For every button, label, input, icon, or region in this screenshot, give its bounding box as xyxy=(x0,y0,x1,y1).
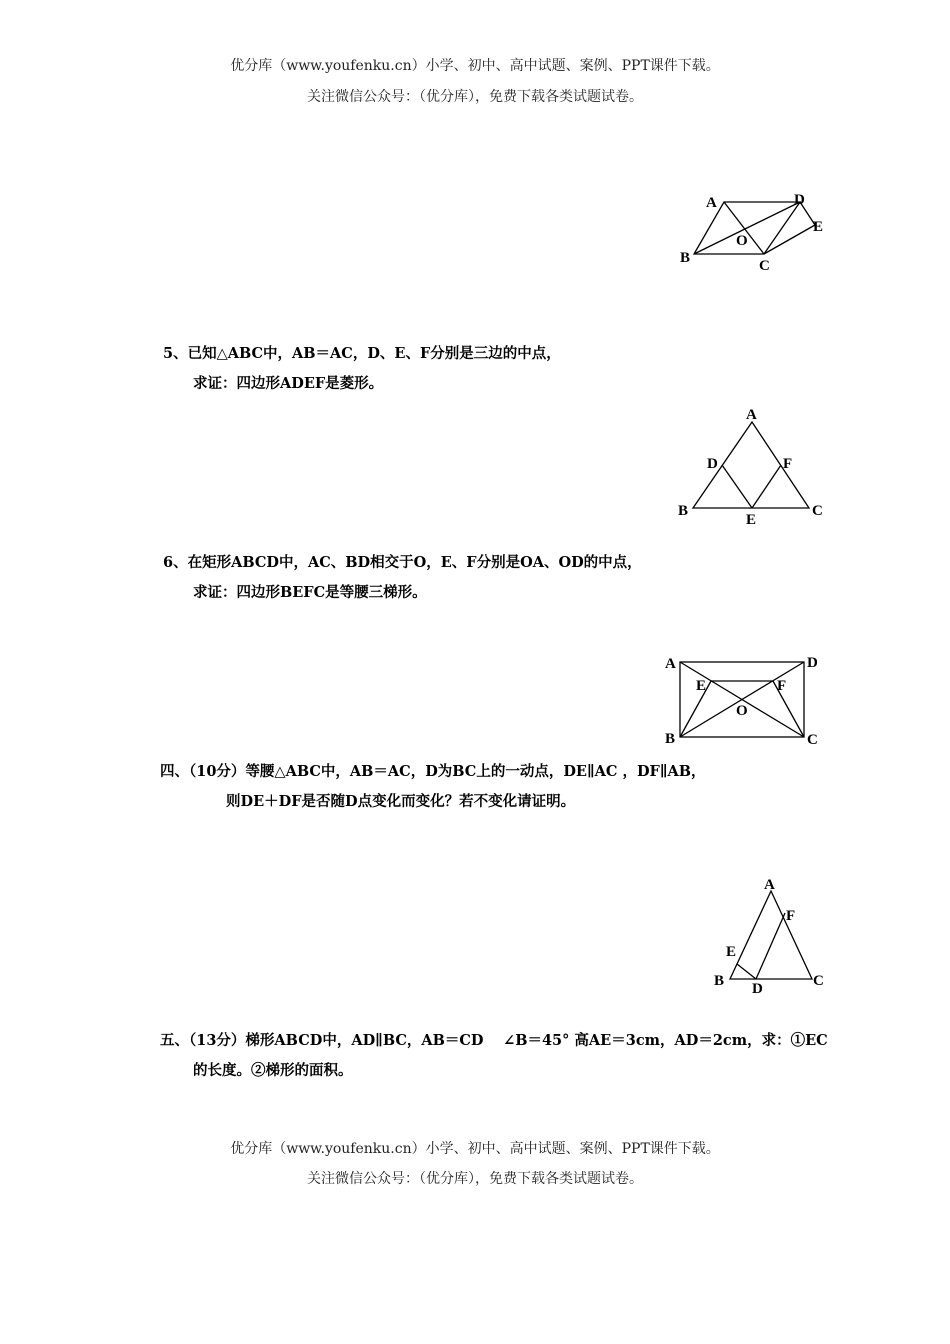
segment-df xyxy=(756,913,785,979)
label-e: E xyxy=(726,944,737,960)
label-f: F xyxy=(786,908,796,924)
rhombus-triangle-figure xyxy=(675,400,835,530)
problem-5-line-2: 求证：四边形ADEF是菱形。 xyxy=(193,375,384,392)
problem-4-line-1: 四、（10分）等腰△ABC中，AB＝AC，D为BC上的一动点，DE∥AC ，DF∥AB， xyxy=(160,763,706,780)
problem-5-line-1: 5、已知△ABC中，AB＝AC，D、E、F分别是三边的中点， xyxy=(163,345,561,362)
label-a: A xyxy=(706,195,717,211)
label-a: A xyxy=(746,407,757,423)
label-a: A xyxy=(764,877,775,893)
label-f: F xyxy=(777,678,787,694)
segment-fe xyxy=(752,465,781,508)
label-b: B xyxy=(714,973,725,989)
segment-de xyxy=(722,465,752,508)
label-c: C xyxy=(813,973,824,989)
problem-6-line-2: 求证：四边形BEFC是等腰三梯形。 xyxy=(193,584,427,601)
label-o: O xyxy=(736,233,748,249)
label-d: D xyxy=(794,192,805,208)
problem-5b-line-2: 的长度。②梯形的面积。 xyxy=(193,1062,353,1079)
label-b: B xyxy=(678,503,689,519)
label-c: C xyxy=(807,732,818,748)
segment-ec xyxy=(764,225,815,254)
isosceles-triangle-figure xyxy=(705,870,835,1000)
label-d: D xyxy=(807,655,818,671)
label-e: E xyxy=(696,678,707,694)
label-b: B xyxy=(680,250,691,266)
label-c: C xyxy=(812,503,823,519)
problem-6-line-1: 6、在矩形ABCD中，AC、BD相交于O，E、F分别是OA、OD的中点， xyxy=(163,554,642,571)
rectangle-figure xyxy=(662,650,837,750)
footer-line-1: 优分库（www.youfenku.cn）小学、初中、高中试题、案例、PPT课件下载。 xyxy=(230,1141,720,1157)
problem-5b-line-1: 五、（13分）梯形ABCD中，AD∥BC，AB＝CD ∠B＝45° 高AE＝3cm，AD＝2cm，求：①EC xyxy=(160,1032,828,1049)
footer-line-2: 关注微信公众号：（优分库），免费下载各类试题试卷。 xyxy=(307,1171,643,1187)
header-line-2: 关注微信公众号：（优分库），免费下载各类试题试卷。 xyxy=(307,89,643,105)
triangle-abc xyxy=(730,891,812,979)
label-d: D xyxy=(707,456,718,472)
label-d: D xyxy=(752,981,763,997)
problem-4-line-2: 则DE＋DF是否随D点变化而变化？若不变化请证明。 xyxy=(226,793,576,810)
label-b: B xyxy=(665,731,676,747)
segment-de xyxy=(737,964,756,979)
label-f: F xyxy=(783,456,793,472)
label-e: E xyxy=(746,512,757,528)
label-a: A xyxy=(665,656,676,672)
label-e: E xyxy=(813,219,824,235)
label-c: C xyxy=(759,258,770,274)
header-line-1: 优分库（www.youfenku.cn）小学、初中、高中试题、案例、PPT课件下载。 xyxy=(230,58,720,74)
label-o: O xyxy=(736,703,748,719)
parallelogram-figure xyxy=(675,185,835,280)
